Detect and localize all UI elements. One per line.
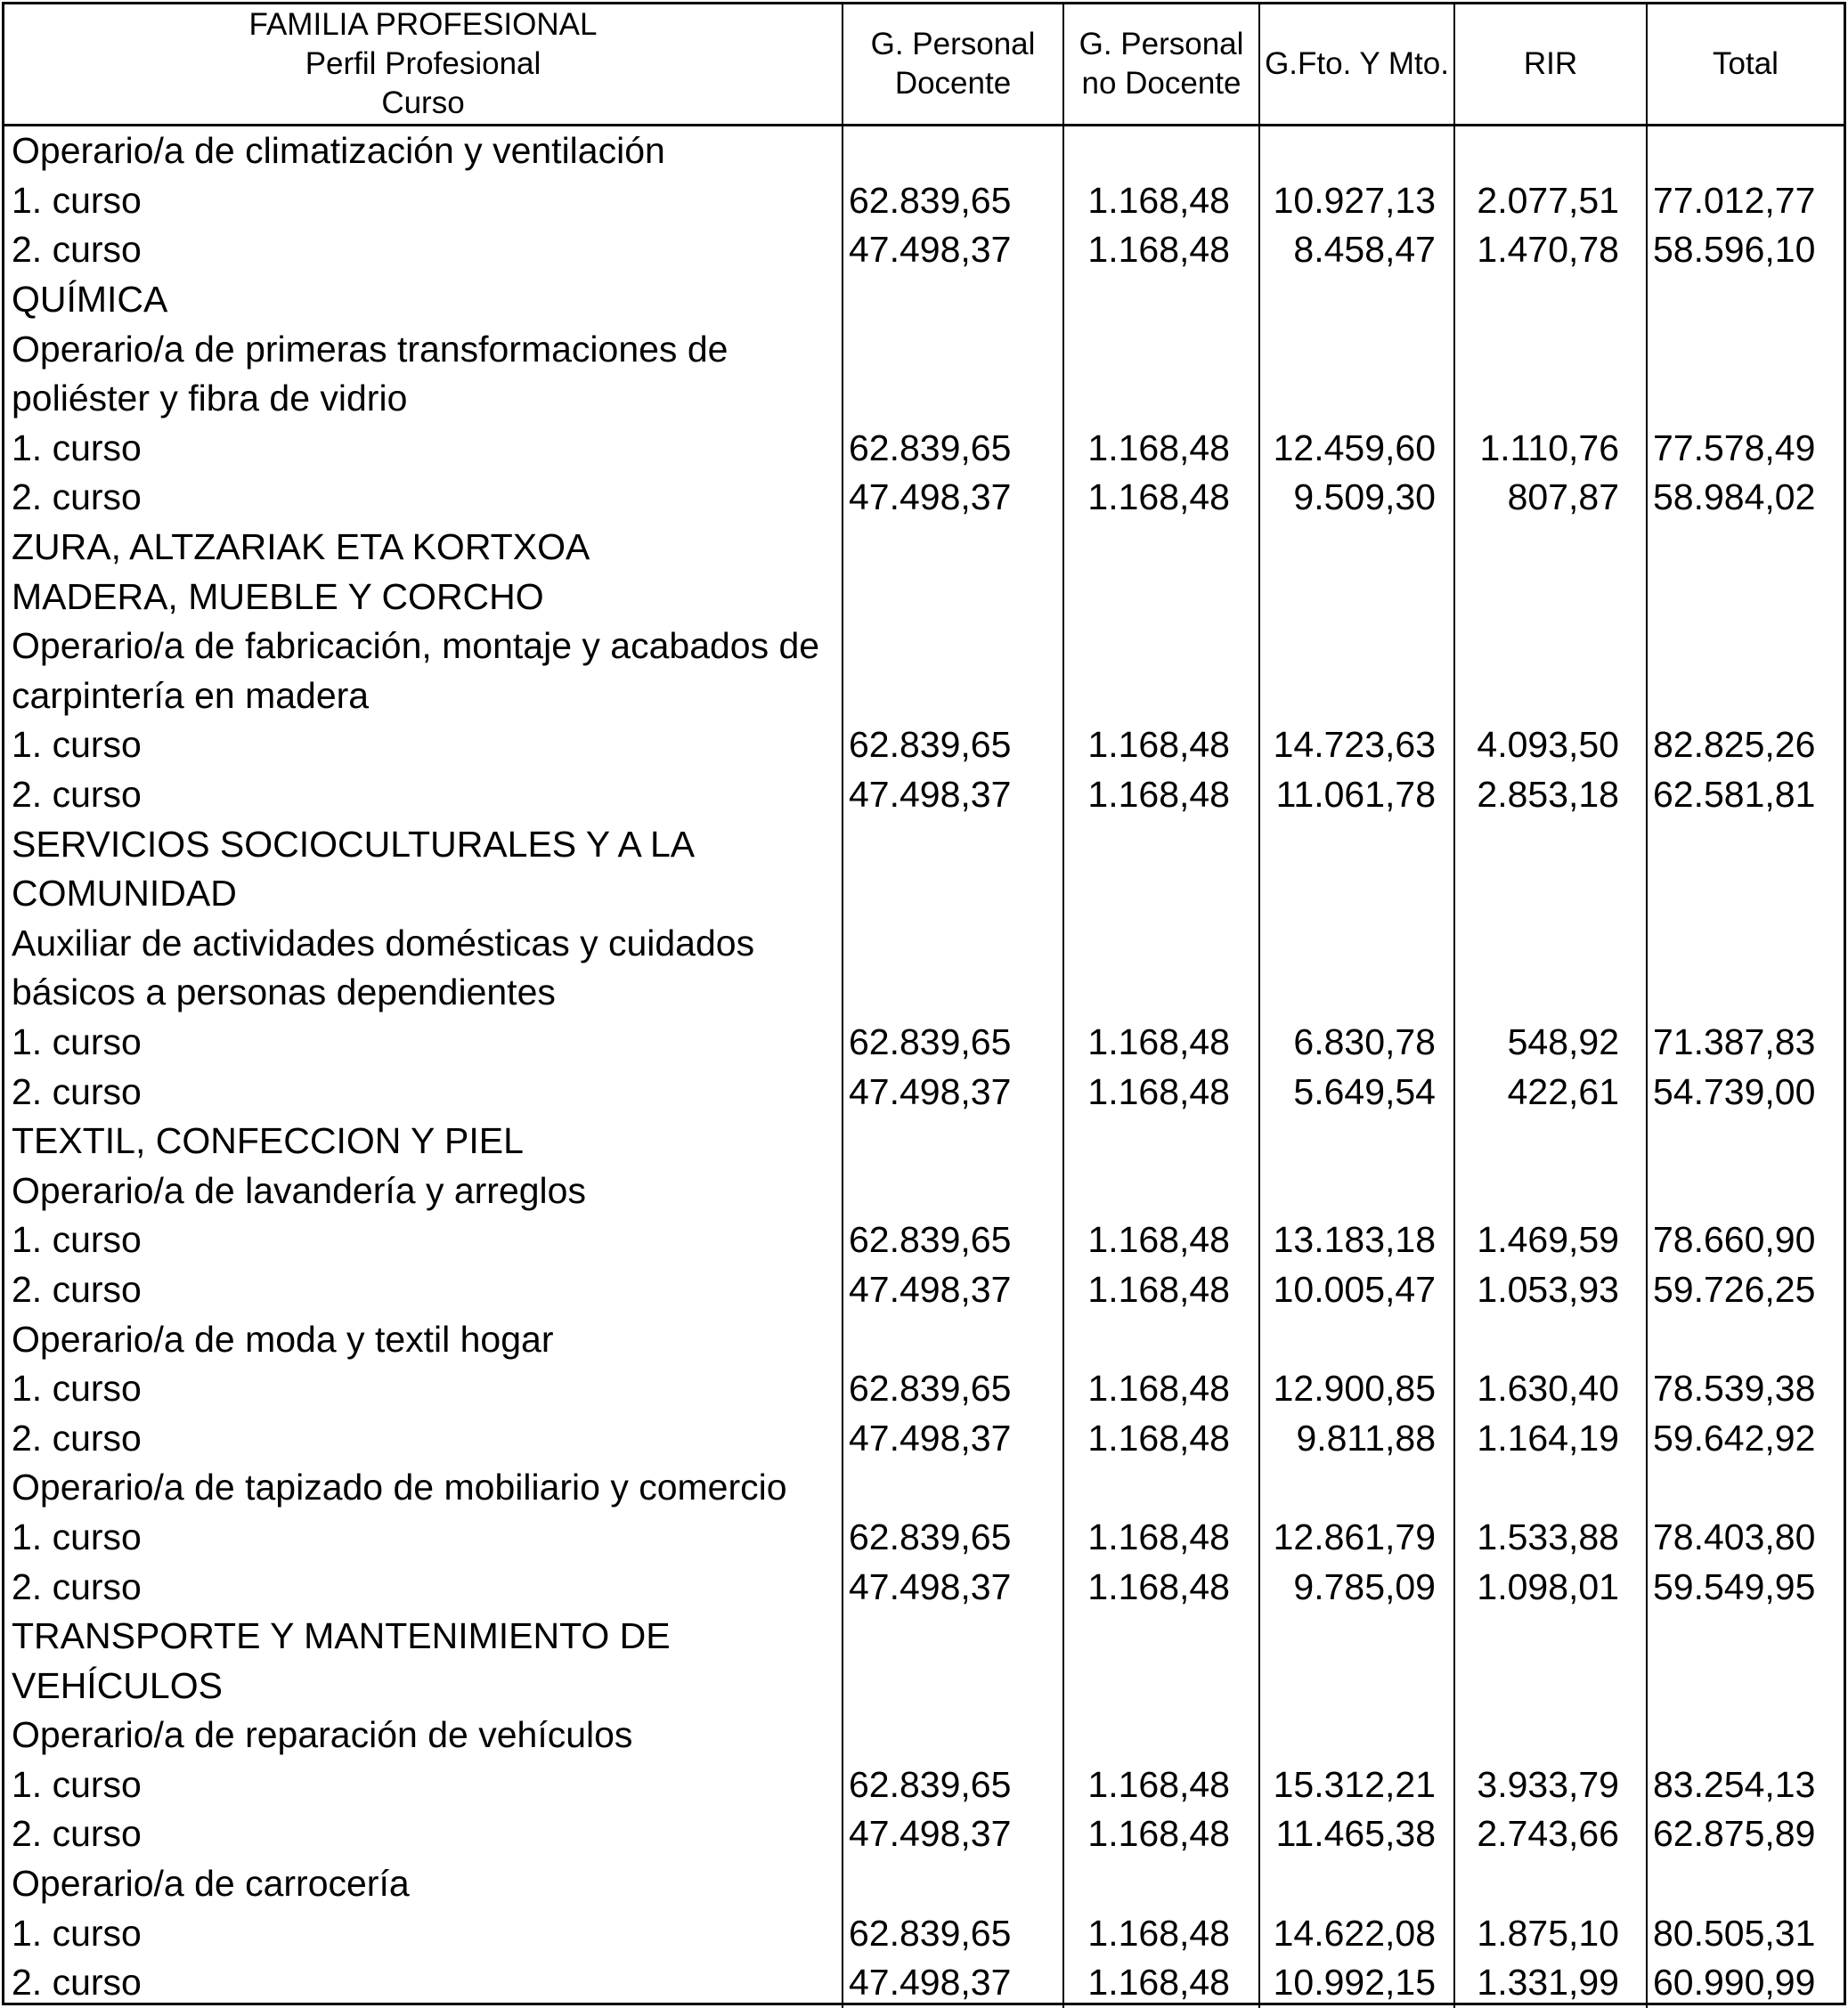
table-row: [4, 1612, 1844, 1662]
cell-rir: 1.470,78: [1454, 225, 1647, 275]
cell-gpd: 47.498,37: [843, 1067, 1063, 1117]
cell-total: 71.387,83: [1647, 1018, 1844, 1068]
cell-gfto: [1259, 1661, 1454, 1711]
row-label: Operario/a de lavandería y arreglos: [12, 1169, 586, 1211]
cost-table-document: [2, 2, 1846, 2005]
cell-gpnd: 1.168,48: [1063, 770, 1259, 820]
cell-gfto: 9.509,30: [1259, 473, 1454, 523]
cell-gfto: 11.061,78: [1259, 770, 1454, 820]
table-row: [4, 572, 1844, 622]
cell-gfto: [1259, 374, 1454, 424]
cell-gpnd: [1063, 275, 1259, 325]
row-label: 1. curso: [12, 1912, 142, 1954]
cell-gpd: 62.839,65: [843, 1760, 1063, 1810]
cell-gpd: [843, 1711, 1063, 1760]
row-label: SERVICIOS SOCIOCULTURALES Y A LA: [12, 823, 696, 865]
cell-rir: [1454, 819, 1647, 869]
cell-rir: [1454, 572, 1647, 622]
cell-rir: 4.093,50: [1454, 720, 1647, 770]
cell-gpnd: 1.168,48: [1063, 1760, 1259, 1810]
cell-gpd: 47.498,37: [843, 1562, 1063, 1612]
cell-rir: [1454, 324, 1647, 374]
cell-gpnd: [1063, 869, 1259, 919]
cell-rir: 3.933,79: [1454, 1760, 1647, 1810]
cell-rir: 422,61: [1454, 1067, 1647, 1117]
row-label: TRANSPORTE Y MANTENIMIENTO DE: [12, 1615, 671, 1657]
table-row: [4, 1117, 1844, 1167]
table-row: [4, 1215, 1844, 1265]
cell-rir: 1.110,76: [1454, 424, 1647, 474]
cost-table: [4, 4, 1844, 2008]
cell-gfto: 14.723,63: [1259, 720, 1454, 770]
cell-rir: 2.853,18: [1454, 770, 1647, 820]
cell-total: 59.549,95: [1647, 1562, 1844, 1612]
header-total: Total: [1647, 4, 1844, 126]
table-row: [4, 1562, 1844, 1612]
cell-total: [1647, 1661, 1844, 1711]
cell-total: [1647, 523, 1844, 573]
cell-total: 58.596,10: [1647, 225, 1844, 275]
row-label: VEHÍCULOS: [12, 1664, 223, 1706]
row-label: 1. curso: [12, 1763, 142, 1805]
row-label: Operario/a de carrocería: [12, 1863, 410, 1905]
cell-gpd: 62.839,65: [843, 176, 1063, 226]
table-row: [4, 1018, 1844, 1068]
header-rir: RIR: [1454, 4, 1647, 126]
cell-gfto: [1259, 1314, 1454, 1364]
cell-rir: 1.098,01: [1454, 1562, 1647, 1612]
header-family-line: FAMILIA PROFESIONAL: [248, 7, 598, 42]
cell-gfto: [1259, 1859, 1454, 1909]
cell-total: 80.505,31: [1647, 1908, 1844, 1958]
cell-total: 82.825,26: [1647, 720, 1844, 770]
cell-gfto: [1259, 572, 1454, 622]
cell-gfto: [1259, 671, 1454, 721]
table-header-row: [4, 4, 1844, 126]
row-label: 2. curso: [12, 1962, 142, 2004]
row-label: 2. curso: [12, 1813, 142, 1855]
cell-gpnd: 1.168,48: [1063, 1513, 1259, 1563]
cell-gpnd: [1063, 1661, 1259, 1711]
cell-gpnd: 1.168,48: [1063, 473, 1259, 523]
cell-gpnd: [1063, 919, 1259, 969]
table-row: [4, 869, 1844, 919]
cell-rir: [1454, 275, 1647, 325]
cell-gfto: 10.005,47: [1259, 1265, 1454, 1315]
table-row: [4, 1364, 1844, 1414]
cell-gfto: [1259, 1166, 1454, 1215]
cell-gfto: 8.458,47: [1259, 225, 1454, 275]
cell-total: 78.403,80: [1647, 1513, 1844, 1563]
cell-rir: [1454, 869, 1647, 919]
cell-total: [1647, 1117, 1844, 1167]
cell-gpnd: [1063, 324, 1259, 374]
cell-gfto: 12.900,85: [1259, 1364, 1454, 1414]
cell-gfto: 11.465,38: [1259, 1809, 1454, 1859]
cell-gpd: [843, 1314, 1063, 1364]
table-row: [4, 324, 1844, 374]
cell-total: 60.990,99: [1647, 1958, 1844, 2008]
row-label: 1. curso: [12, 1020, 142, 1062]
cell-total: [1647, 1612, 1844, 1662]
cell-rir: 1.053,93: [1454, 1265, 1647, 1315]
cell-gfto: [1259, 126, 1454, 176]
row-label: Operario/a de moda y textil hogar: [12, 1318, 554, 1360]
row-label: TEXTIL, CONFECCION Y PIEL: [12, 1120, 524, 1162]
table-row: [4, 1314, 1844, 1364]
table-row: [4, 1166, 1844, 1215]
cell-gpnd: [1063, 671, 1259, 721]
cell-gfto: 13.183,18: [1259, 1215, 1454, 1265]
cell-gpnd: [1063, 572, 1259, 622]
row-label: 1. curso: [12, 1219, 142, 1261]
cell-gpd: [843, 671, 1063, 721]
cell-rir: [1454, 1711, 1647, 1760]
cell-gpnd: [1063, 374, 1259, 424]
header-family-line: Curso: [381, 85, 465, 120]
cell-gpnd: 1.168,48: [1063, 1067, 1259, 1117]
cell-gpd: [843, 1166, 1063, 1215]
cell-gpd: 47.498,37: [843, 473, 1063, 523]
table-row: [4, 126, 1844, 176]
cell-total: 54.739,00: [1647, 1067, 1844, 1117]
cell-total: [1647, 869, 1844, 919]
cell-rir: [1454, 622, 1647, 671]
cell-rir: [1454, 126, 1647, 176]
cell-total: 77.578,49: [1647, 424, 1844, 474]
cell-total: 59.726,25: [1647, 1265, 1844, 1315]
cell-total: 62.875,89: [1647, 1809, 1844, 1859]
cell-gfto: 10.992,15: [1259, 1958, 1454, 2008]
table-row: [4, 1958, 1844, 2008]
table-row: [4, 523, 1844, 573]
cell-total: [1647, 622, 1844, 671]
cell-rir: 1.331,99: [1454, 1958, 1647, 2008]
cell-gfto: [1259, 1711, 1454, 1760]
table-row: [4, 968, 1844, 1018]
cell-gpd: [843, 869, 1063, 919]
cell-gfto: [1259, 1463, 1454, 1513]
cell-gpd: [843, 1117, 1063, 1167]
table-row: [4, 374, 1844, 424]
cell-total: 78.660,90: [1647, 1215, 1844, 1265]
row-label: 1. curso: [12, 427, 142, 468]
cell-gfto: [1259, 523, 1454, 573]
cell-rir: 1.630,40: [1454, 1364, 1647, 1414]
cell-gpd: [843, 275, 1063, 325]
table-row: [4, 1760, 1844, 1810]
cell-rir: [1454, 1612, 1647, 1662]
cell-gpd: 47.498,37: [843, 1265, 1063, 1315]
table-row: [4, 919, 1844, 969]
table-row: [4, 473, 1844, 523]
table-row: [4, 275, 1844, 325]
cell-gfto: [1259, 324, 1454, 374]
cell-total: 59.642,92: [1647, 1413, 1844, 1463]
cell-gpd: [843, 819, 1063, 869]
row-label: 2. curso: [12, 476, 142, 518]
cell-gfto: [1259, 968, 1454, 1018]
cell-gpnd: 1.168,48: [1063, 720, 1259, 770]
row-label: 1. curso: [12, 724, 142, 766]
cell-gfto: [1259, 275, 1454, 325]
row-label: ZURA, ALTZARIAK ETA KORTXOA: [12, 526, 590, 568]
header-gpd: [843, 4, 1063, 126]
cell-gpd: [843, 1612, 1063, 1662]
cell-rir: [1454, 1661, 1647, 1711]
cell-gpnd: [1063, 1711, 1259, 1760]
row-label: Operario/a de reparación de vehículos: [12, 1714, 633, 1756]
cell-gpnd: 1.168,48: [1063, 225, 1259, 275]
cell-gfto: [1259, 869, 1454, 919]
cell-gpd: [843, 968, 1063, 1018]
row-label: 2. curso: [12, 1070, 142, 1112]
cell-gpnd: 1.168,48: [1063, 1018, 1259, 1068]
cell-rir: 1.533,88: [1454, 1513, 1647, 1563]
cell-gpd: [843, 1661, 1063, 1711]
cell-rir: [1454, 523, 1647, 573]
row-label: Auxiliar de actividades domésticas y cuidados: [12, 922, 755, 963]
cell-rir: [1454, 968, 1647, 1018]
row-label: 2. curso: [12, 1417, 142, 1459]
cell-rir: [1454, 1859, 1647, 1909]
cell-gpnd: [1063, 1463, 1259, 1513]
cell-rir: 2.077,51: [1454, 176, 1647, 226]
cell-gpd: 47.498,37: [843, 770, 1063, 820]
cell-gpd: [843, 1463, 1063, 1513]
table-row: [4, 1661, 1844, 1711]
cell-gpnd: 1.168,48: [1063, 1265, 1259, 1315]
row-label: Operario/a de fabricación, montaje y acabados de: [12, 625, 820, 667]
row-label: COMUNIDAD: [12, 873, 237, 915]
cell-gfto: 9.811,88: [1259, 1413, 1454, 1463]
cell-gpnd: [1063, 1117, 1259, 1167]
row-label: básicos a personas dependientes: [12, 971, 556, 1013]
cell-gpd: 62.839,65: [843, 1513, 1063, 1563]
cell-gpd: [843, 523, 1063, 573]
cell-gfto: 9.785,09: [1259, 1562, 1454, 1612]
cell-rir: 1.469,59: [1454, 1215, 1647, 1265]
cell-gpnd: 1.168,48: [1063, 1562, 1259, 1612]
table-row: [4, 770, 1844, 820]
table-row: [4, 1859, 1844, 1909]
table-row: [4, 1513, 1844, 1563]
row-label: MADERA, MUEBLE Y CORCHO: [12, 575, 544, 617]
cell-gfto: 15.312,21: [1259, 1760, 1454, 1810]
table-row: [4, 1908, 1844, 1958]
cell-rir: [1454, 1463, 1647, 1513]
cell-gfto: [1259, 919, 1454, 969]
cell-total: 62.581,81: [1647, 770, 1844, 820]
header-family: [4, 4, 843, 126]
table-row: [4, 1413, 1844, 1463]
cell-gpnd: 1.168,48: [1063, 1809, 1259, 1859]
cell-gfto: [1259, 1612, 1454, 1662]
cell-rir: [1454, 919, 1647, 969]
cell-rir: [1454, 1314, 1647, 1364]
cell-gpd: 62.839,65: [843, 1215, 1063, 1265]
header-gpnd-line: G. Personal: [1079, 27, 1244, 61]
cell-total: [1647, 572, 1844, 622]
cell-total: [1647, 126, 1844, 176]
cell-gpnd: 1.168,48: [1063, 1908, 1259, 1958]
table-row: [4, 1809, 1844, 1859]
row-label: Operario/a de climatización y ventilación: [12, 130, 665, 172]
cell-total: [1647, 819, 1844, 869]
cell-gpnd: 1.168,48: [1063, 424, 1259, 474]
cell-gpnd: 1.168,48: [1063, 1958, 1259, 2008]
cell-rir: 1.164,19: [1454, 1413, 1647, 1463]
cell-gpd: [843, 374, 1063, 424]
cell-gpd: 62.839,65: [843, 1908, 1063, 1958]
table-row: [4, 1711, 1844, 1760]
table-row: [4, 1265, 1844, 1315]
cell-total: 83.254,13: [1647, 1760, 1844, 1810]
cell-rir: 807,87: [1454, 473, 1647, 523]
cell-gpnd: [1063, 126, 1259, 176]
row-label: QUÍMICA: [12, 279, 168, 321]
cell-gpnd: [1063, 523, 1259, 573]
cell-total: [1647, 1463, 1844, 1513]
cell-total: [1647, 1314, 1844, 1364]
cell-rir: 1.875,10: [1454, 1908, 1647, 1958]
cell-gpd: [843, 919, 1063, 969]
cell-gfto: [1259, 819, 1454, 869]
cell-total: 77.012,77: [1647, 176, 1844, 226]
header-gpnd-line: no Docente: [1081, 66, 1241, 101]
row-label: 2. curso: [12, 1268, 142, 1310]
cell-total: [1647, 275, 1844, 325]
cell-gpd: [843, 622, 1063, 671]
table-row: [4, 671, 1844, 721]
cell-gpd: 62.839,65: [843, 1018, 1063, 1068]
table-row: [4, 424, 1844, 474]
cell-gpd: 47.498,37: [843, 1809, 1063, 1859]
row-label: 1. curso: [12, 1368, 142, 1410]
cell-gpd: [843, 126, 1063, 176]
cell-total: 78.539,38: [1647, 1364, 1844, 1414]
cell-gpnd: [1063, 1859, 1259, 1909]
row-label: Operario/a de primeras transformaciones de: [12, 328, 729, 370]
cell-rir: 2.743,66: [1454, 1809, 1647, 1859]
cell-gpd: 62.839,65: [843, 720, 1063, 770]
table-row: [4, 225, 1844, 275]
row-label: 1. curso: [12, 179, 142, 221]
cell-rir: [1454, 1117, 1647, 1167]
cell-gpnd: [1063, 1612, 1259, 1662]
cell-gpnd: [1063, 1314, 1259, 1364]
cell-total: [1647, 919, 1844, 969]
table-row: [4, 720, 1844, 770]
table-row: [4, 819, 1844, 869]
row-label: poliéster y fibra de vidrio: [12, 378, 408, 419]
cell-gfto: 10.927,13: [1259, 176, 1454, 226]
row-label: carpintería en madera: [12, 674, 370, 716]
row-label: 2. curso: [12, 774, 142, 816]
cell-gfto: 6.830,78: [1259, 1018, 1454, 1068]
cell-gpd: 47.498,37: [843, 1413, 1063, 1463]
table-row: [4, 1463, 1844, 1513]
cell-gfto: [1259, 1117, 1454, 1167]
table-row: [4, 176, 1844, 226]
cell-gpd: [843, 572, 1063, 622]
cell-gpd: [843, 1859, 1063, 1909]
cell-total: [1647, 1166, 1844, 1215]
header-gfto: G.Fto. Y Mto.: [1259, 4, 1454, 126]
cell-total: [1647, 1859, 1844, 1909]
cell-gpnd: 1.168,48: [1063, 1215, 1259, 1265]
cell-total: [1647, 671, 1844, 721]
cell-total: [1647, 374, 1844, 424]
row-label: 2. curso: [12, 229, 142, 271]
cell-gpnd: 1.168,48: [1063, 1413, 1259, 1463]
cell-gpd: 62.839,65: [843, 424, 1063, 474]
cell-gfto: 5.649,54: [1259, 1067, 1454, 1117]
cell-rir: [1454, 671, 1647, 721]
cell-rir: [1454, 1166, 1647, 1215]
table-row: [4, 622, 1844, 671]
cell-gpnd: [1063, 968, 1259, 1018]
cell-gpd: 47.498,37: [843, 225, 1063, 275]
row-label: 2. curso: [12, 1565, 142, 1607]
header-gpd-line: G. Personal: [870, 27, 1036, 61]
cell-gpd: 47.498,37: [843, 1958, 1063, 2008]
cell-total: [1647, 324, 1844, 374]
cell-rir: 548,92: [1454, 1018, 1647, 1068]
row-label: 1. curso: [12, 1516, 142, 1557]
cell-total: [1647, 1711, 1844, 1760]
cell-gfto: 12.861,79: [1259, 1513, 1454, 1563]
header-gpnd: [1063, 4, 1259, 126]
cell-gfto: 12.459,60: [1259, 424, 1454, 474]
cell-gfto: 14.622,08: [1259, 1908, 1454, 1958]
cell-total: [1647, 968, 1844, 1018]
header-gpd-line: Docente: [894, 66, 1012, 101]
header-family-line: Perfil Profesional: [305, 46, 541, 81]
cell-gpd: 62.839,65: [843, 1364, 1063, 1414]
cell-gpnd: 1.168,48: [1063, 1364, 1259, 1414]
cell-gpnd: [1063, 622, 1259, 671]
cell-total: 58.984,02: [1647, 473, 1844, 523]
table-body: [4, 126, 1844, 2008]
cell-gfto: [1259, 622, 1454, 671]
cell-gpnd: [1063, 819, 1259, 869]
cell-gpnd: 1.168,48: [1063, 176, 1259, 226]
row-label: Operario/a de tapizado de mobiliario y comercio: [12, 1467, 787, 1508]
cell-rir: [1454, 374, 1647, 424]
cell-gpd: [843, 324, 1063, 374]
table-row: [4, 1067, 1844, 1117]
cell-gpnd: [1063, 1166, 1259, 1215]
